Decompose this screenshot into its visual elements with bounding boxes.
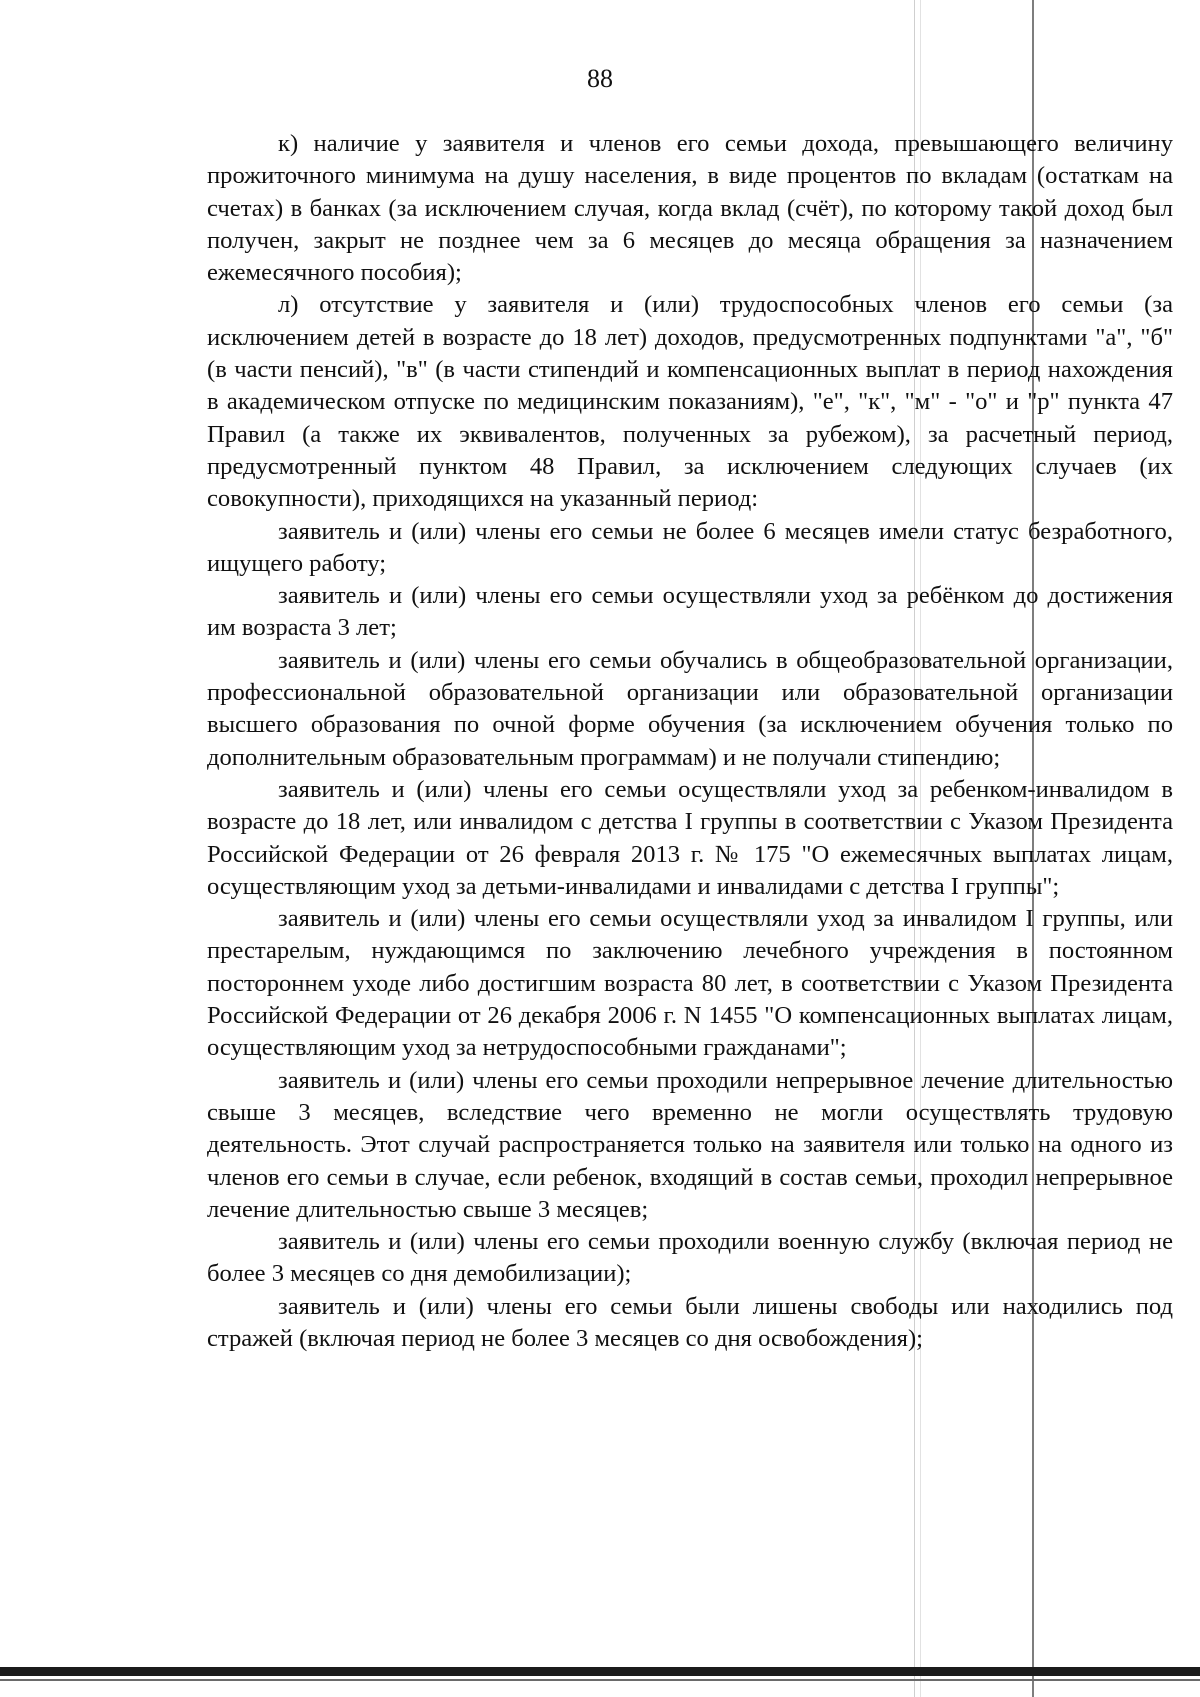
exception-child-care: заявитель и (или) члены его семьи осуществляли уход за ребёнком до достижения им возраста 3 лет;	[207, 582, 1173, 642]
exception-disabled-child-care: заявитель и (или) члены его семьи осуществляли уход за ребенком-инвалидом в возрасте до 18 лет, или инвалидом с детства I группы в соответствии с Указом Президента Российской Федерации от 26 февраля 2013 г. № 175 "О ежемесячных выплатах лицам, осуществляющим уход за детьми-инвалидами и инвалидами с детства I группы";	[207, 775, 1173, 900]
exception-disabled-adult-care: заявитель и (или) члены его семьи осуществляли уход за инвалидом I группы, или престарелым, нуждающимся по заключению лечебного учреждения в постоянном постороннем уходе либо достигшим возраста 80 лет, в соответствии с Указом Президента Российской Федерации от 26 декабря 2006 г. N 1455 "О компенсационных выплатах лицам, осуществляющим уход за нетрудоспособными гражданами";	[207, 905, 1173, 1062]
paragraph-k: к) наличие у заявителя и членов его семьи дохода, превышающего величину прожиточного минимума на душу населения, в виде процентов по вкладам (остаткам на счетах) в банках (за исключением случая, когда вклад (счёт), по которому такой доход был получен, закрыт не позднее чем за 6 месяцев до месяца обращения за назначением ежемесячного пособия);	[207, 130, 1173, 287]
page-number: 88	[587, 64, 613, 93]
exception-imprisonment: заявитель и (или) члены его семьи были лишены свободы или находились под стражей (включая период не более 3 месяцев со дня освобождения);	[207, 1292, 1173, 1352]
exception-education: заявитель и (или) члены его семьи обучались в общеобразовательной организации, профессиональной образовательной организации или образовательной организации высшего образования по очной форме обучения (за исключением обучения только по дополнительным образовательным программам) и не получали стипендию;	[207, 646, 1173, 771]
scan-bottom-edge	[0, 1667, 1200, 1676]
exception-military-service: заявитель и (или) члены его семьи проходили военную службу (включая период не более 3 месяцев со дня демобилизации);	[207, 1228, 1173, 1288]
paragraph-l: л) отсутствие у заявителя и (или) трудоспособных членов его семьи (за исключением детей в возрасте до 18 лет) доходов, предусмотренных подпунктами "а", "б" (в части пенсий), "в" (в части стипендий и компенсационных выплат в период нахождения в академическом отпуске по медицинским показаниям), "е", "к", "м" - "о" и "р" пункта 47 Правил (а также их эквивалентов, полученных за рубежом), за расчетный период, предусмотренный пунктом 48 Правил, за исключением следующих случаев (их совокупности), приходящихся на указанный период:	[207, 291, 1173, 513]
exception-treatment: заявитель и (или) члены его семьи проходили непрерывное лечение длительностью свыше 3 месяцев, вследствие чего временно не могли осуществлять трудовую деятельность. Этот случай распространяется только на заявителя или только на одного из членов его семьи в случае, если ребенок, входящий в состав семьи, проходил непрерывное лечение длительностью свыше 3 месяцев;	[207, 1066, 1173, 1223]
exception-unemployed: заявитель и (или) члены его семьи не более 6 месяцев имели статус безработного, ищущего работу;	[207, 517, 1173, 577]
document-body	[207, 128, 1173, 1355]
scan-bottom-line	[0, 1679, 1200, 1681]
